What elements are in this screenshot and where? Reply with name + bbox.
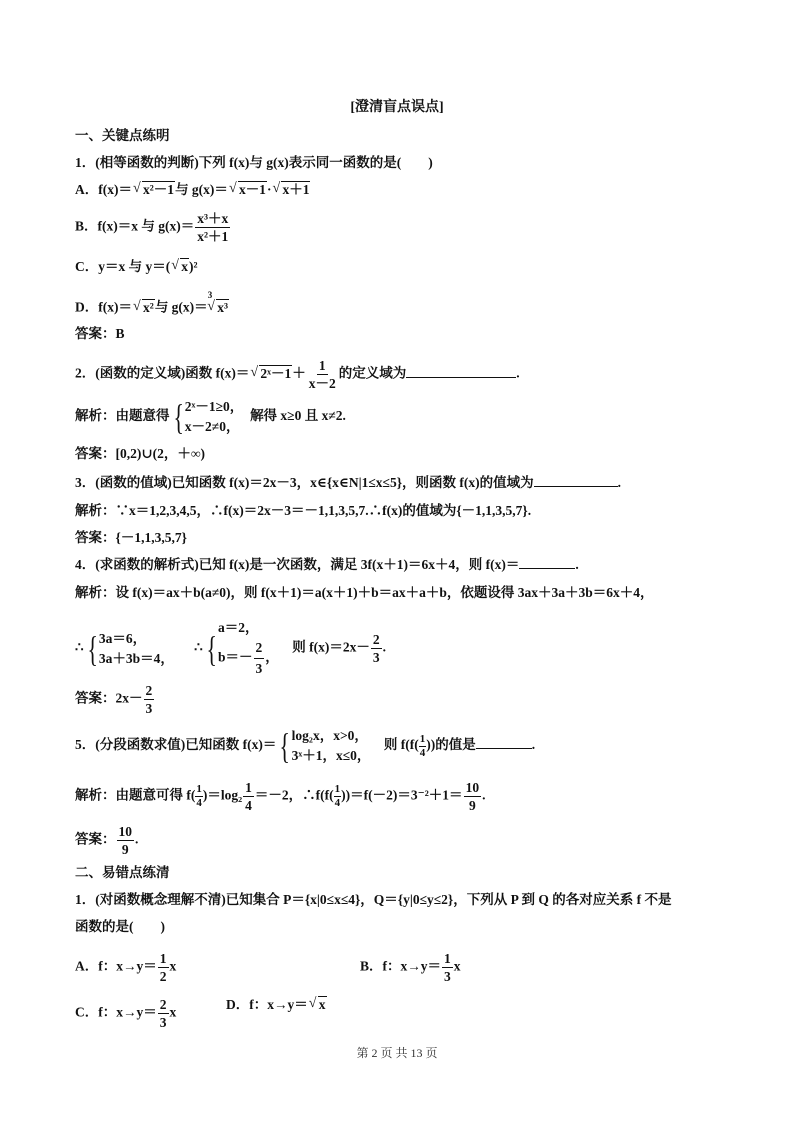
question-4-solution: 解析：设 f(x)＝ax＋b(a≠0)，则 f(x＋1)＝a(x＋1)＋b＝ax＋a＋b，依题设得 3ax＋3a＋3b＝6x＋4， [75,585,654,600]
answer-blank [406,365,516,378]
section-heading-1: 一、关键点练明 [75,128,170,143]
error-1-option-c: C．f：x→y＝ $\frac{2}{3}$ x [75,997,177,1030]
question-2-answer: 答案：[0,2)∪(2，＋∞) [75,446,206,461]
question-3-stem: 3．(函数的值域)已知函数 f(x)＝2x－3，x∈{x∈N|1≤x≤5}，则函数 f(x)的值域为 . [75,475,622,490]
error-1-stem-line2: 函数的是( ) [75,919,165,934]
question-5-solution: 解析：由题意可得 f( $\frac{1}{4}$ )＝log₂ $\frac{1}{4}$ ＝－2，∴f(f( $\frac{1}{4}$ ))＝f(－2)＝3⁻²＋1＝ $\frac{10}{9}$ . [75,780,486,813]
brace-icon: { [87,628,98,669]
question-1-option-d: D．f(x)＝√ x²与 g(x)＝$^3$√ x³ [75,294,229,317]
error-1-stem-line1: 1．(对函数概念理解不清)已知集合 P＝{x|0≤x≤4}，Q＝{y|0≤y≤2}，下列从 P 到 Q 的各对应关系 f 不是 [75,892,672,907]
error-1-option-b: B．f：x→y＝ $\frac{1}{3}$ x [360,951,461,984]
question-5-stem: 5．(分段函数求值)已知函数 f(x)＝ { log₂x，x>0， 3ˣ＋1，x≤0， 则 f(f( $\frac{1}{4}$ ))的值是 . [75,726,536,766]
brace-icon: { [279,726,291,766]
question-1-answer: 答案：B [75,326,125,341]
brace-icon: { [172,397,184,437]
answer-blank [534,474,618,487]
answer-blank [476,736,532,749]
brace-icon: { [206,628,217,669]
answer-blank [519,556,575,569]
question-3-answer: 答案：{－1,1,3,5,7} [75,530,187,545]
page-title: [澄清盲点误点] [350,100,444,115]
question-2-solution: 解析：由题意得 { 2ˣ－1≥0， x－2≠0， 解得 x≥0 且 x≠2. [75,397,346,437]
section-heading-2: 二、易错点练清 [75,865,170,880]
question-4-answer: 答案：2x－ $\frac{2}{3}$ [75,683,153,716]
question-4-derivation: ∴ { 3a＝6， 3a＋3b＝4， ∴ { a＝2， b＝－ $\frac{2}{3}$ ， 则 f(x)＝2x－ $\frac{2}{3}$ . [75,620,387,676]
question-1-option-b: B．f(x)＝x 与 g(x)＝ $\frac{\text{x³＋x}}{\text{x²＋1}}$ [75,211,229,244]
question-5-answer: 答案： $\frac{10}{9}$ . [75,824,139,857]
error-1-option-d: D．f：x→y＝√ x [226,996,327,1014]
question-1-option-a: A．f(x)＝√ x²－1与 g(x)＝√ x－1·√ x＋1 [75,181,310,199]
page-footer: 第 2 页 共 13 页 [356,1046,438,1060]
question-4-stem: 4．(求函数的解析式)已知 f(x)是一次函数，满足 3f(x＋1)＝6x＋4，则 f(x)＝ . [75,557,579,572]
question-1-option-c: C．y＝x 与 y＝(√ x)² [75,258,198,276]
question-1-stem: 1．(相等函数的判断)下列 f(x)与 g(x)表示同一函数的是( ) [75,155,433,170]
question-2-stem: 2．(函数的定义域)函数 f(x)＝√ 2ˣ－1＋ $\frac{1}{x-2}$ 的定义域为 . [75,357,520,392]
error-1-option-a: A．f：x→y＝ $\frac{1}{2}$ x [75,951,177,984]
question-3-solution: 解析：∵x＝1,2,3,4,5，∴f(x)＝2x－3＝－1,1,3,5,7.∴f(x)的值域为{－1,1,3,5,7}. [75,503,532,518]
